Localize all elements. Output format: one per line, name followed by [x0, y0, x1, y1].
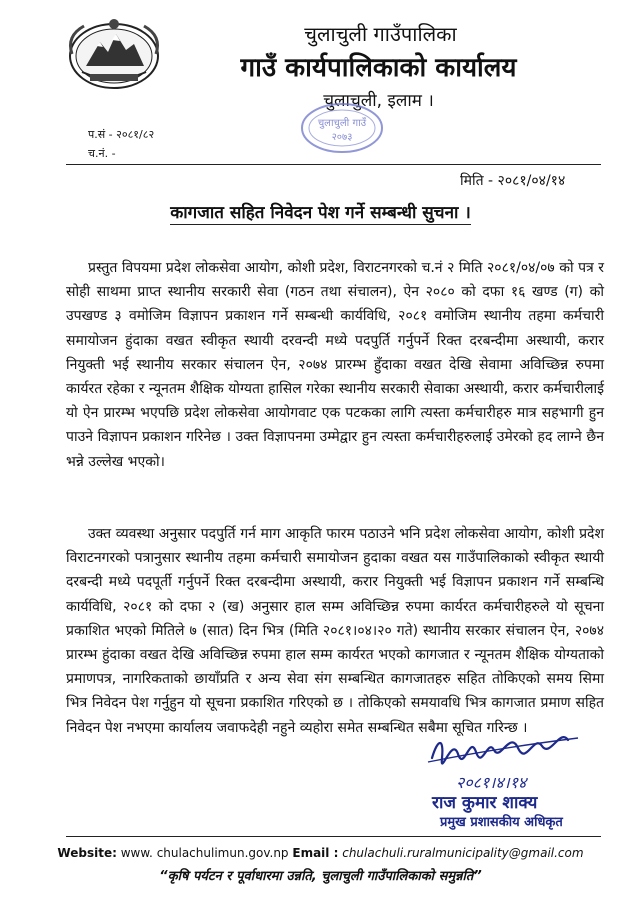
signer-name: राज कुमार शाक्य: [432, 793, 538, 813]
office-name: चुलाचुली गाउँपालिका: [304, 22, 457, 46]
notice-date: मिति - २०८१/०४/१४: [460, 173, 566, 189]
body-paragraph-2: उक्त व्यवस्था अनुसार पदपुर्ति गर्न माग आकृति फारम पठाउने भनि प्रदेश लोकसेवा आयोग, कोशी प्रदेश विराटनगरको पत्रानुसार स्थानीय तहमा कर्मचारी समायोजन हुदाका वखत यस गाउँपालिकाको स्वीकृत स्थायी दरबन्दी मध्ये पदपूर्ती गर्नुपर्ने रिक्त दरबन्दीमा अस्थायी, करार नियुक्ती भई विज्ञापन प्रकाशन गर्ने सम्बन्धि कार्यविधि, २०८१ को दफा २ (ख) अनुसार हाल सम्म अविच्छिन्न रुपमा कार्यरत कर्मचारीहरुले यो सूचना प्रकाशित भएको मितिले ७ (सात) दिन भित्र (मिति २०८१।०४।२० गते) स्थानीय सरकार संचालन ऐन, २०७४ प्रारम्भ हुंदाका वखत देखि अविच्छिन्न रुपमा हाल सम्म कार्यरत भएको कागजात र न्यूनतम शैक्षिक योग्यताको प्रमाणपत्र, नागरिकताको छायाँप्रति र अन्य सेवा संग सम्बन्धित कागजातहरु सहित तोकिएको समय सिमा भित्र निवेदन पेश गर्नुहुन यो सूचना प्रकाशित गरिएको छ । तोकिएको समयावधि भित्र कागजात प्रमाण सहित निवेदन पेश नभएमा कार्यालय जवाफदेही नहुने व्यहोरा समेत सम्बन्धित सबैमा सूचित गरिन्छ ।: [66, 526, 604, 736]
website-link[interactable]: www. chulachulimun.gov.np: [120, 846, 289, 860]
office-address: चुलाचुली, इलाम ।: [323, 91, 434, 111]
website-label: Website:: [57, 846, 117, 860]
office-stamp: [298, 100, 386, 156]
handwritten-signature: [418, 718, 588, 798]
svg-text:२०७३: २०७३: [331, 132, 353, 143]
email-label: Email :: [292, 846, 339, 860]
header-divider: [66, 164, 601, 165]
footer-slogan: “कृषि पर्यटन र पूर्वाधारमा उन्नति, चुलाचुली गाउँपालिकाको समुन्नति”: [159, 869, 482, 884]
footer-contact: [0, 846, 641, 860]
signer-title: प्रमुख प्रशासकीय अधिकृत: [440, 815, 563, 830]
reference-number: प.सं - २०८१/८२: [88, 128, 155, 141]
svg-text:चुलाचुली गाउँ: चुलाचुली गाउँ: [317, 118, 367, 129]
body-paragraph-1: प्रस्तुत विपयमा प्रदेश लोकसेवा आयोग, कोशी प्रदेश, विराटनगरको च.नं २ मिति २०८१/०४/०७ को पत्र र सोही साथमा प्राप्त स्थानीय सरकारी सेवा (गठन तथा संचालन), ऐन २०८० को दफा १६ खण्ड (ग) को उपखण्ड ३ वमोजिम विज्ञापन प्रकाशन गर्ने सम्बन्धी कार्यविधि, २०८१ वमोजिम स्थानीय तहमा कर्मचारी समायोजन हुंदाका वखत स्वीकृत स्थायी दरवन्दी मध्ये पदपुर्ति गर्नुपर्ने रिक्त दरबन्दीमा अस्थायी, करार नियुक्ती भई स्थानीय सरकार संचालन ऐन, २०७४ प्रारम्भ हुँदाका वखत देखि सेवामा अविच्छिन्न रुपमा कार्यरत रहेका र न्यूनतम शैक्षिक योग्यता हासिल गरेका स्थानीय सरकारी सेवाका अस्थायी, करार कर्मचारीलाई यो ऐन प्रारम्भ भएपछि प्रदेश लोकसेवा आयोगवाट एक पटकका लागि त्यस्ता कर्मचारीहरु मात्र सहभागी हुन पाउने विज्ञापन प्रकाशन गरिनेछ । उक्त विज्ञापनमा उम्मेद्वार हुन त्यस्ता कर्मचारीहरुलाई उमेरको हद लाग्ने छैन भन्ने उल्लेख भएको।: [66, 260, 604, 470]
office-title: गाउँ कार्यपालिकाको कार्यालय: [240, 53, 517, 83]
svg-text:२०८१।४।१४: २०८१।४।१४: [456, 773, 527, 792]
email-link[interactable]: chulachuli.ruralmunicipality@gmail.com: [342, 846, 584, 860]
footer-divider: [66, 836, 601, 837]
notice-subject: [0, 200, 641, 223]
dispatch-number: च.नं. -: [88, 147, 116, 160]
notice-subject-text: कागजात सहित निवेदन पेश गर्ने सम्बन्धी सुचना ।: [170, 203, 471, 223]
